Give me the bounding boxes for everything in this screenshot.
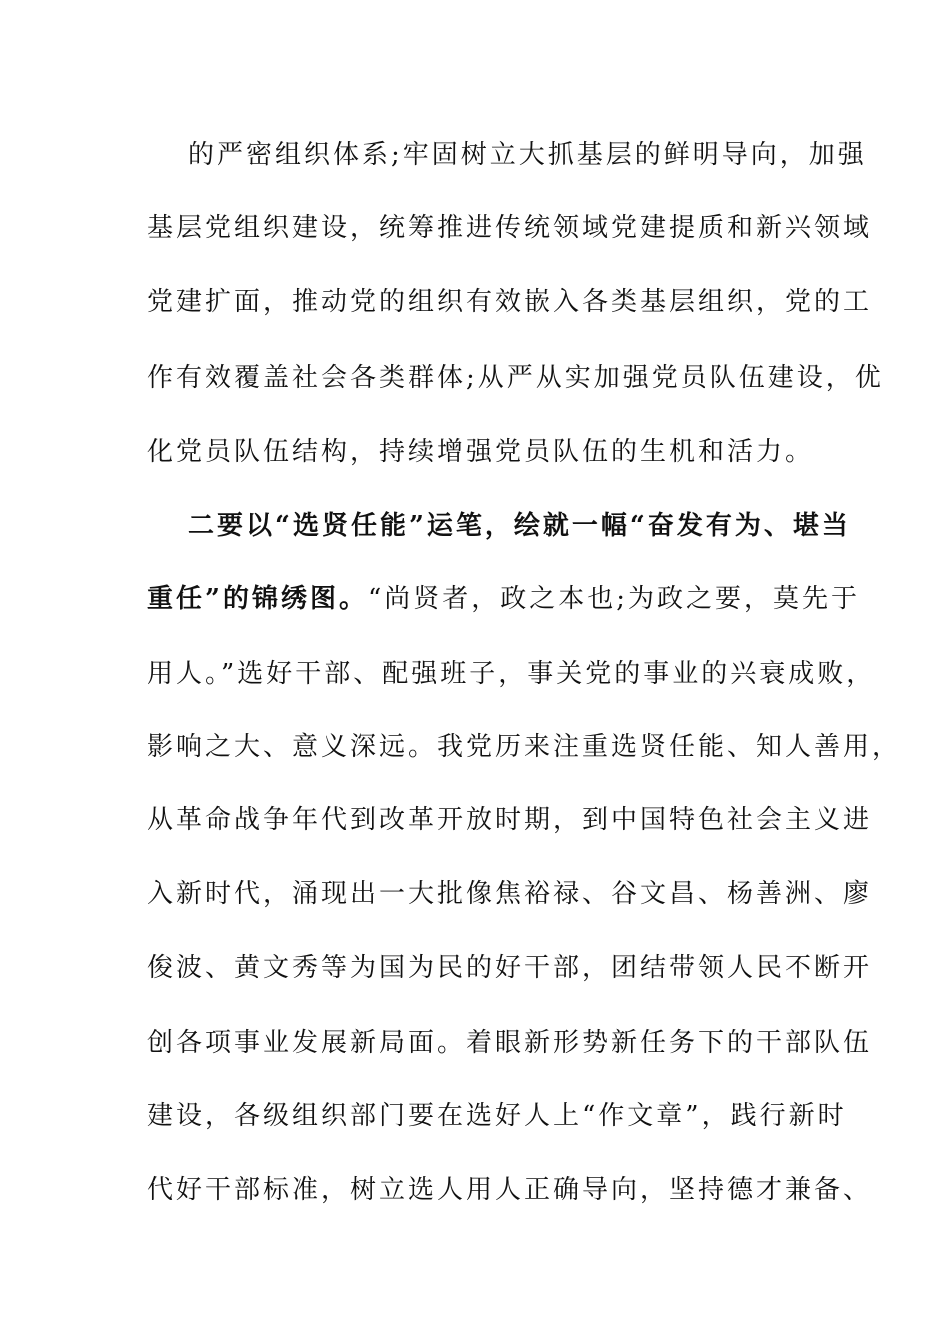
paragraph-line: 党建扩面，推动党的组织有效嵌入各类基层组织，党的工 <box>147 287 873 317</box>
paragraph-line: 俊波、黄文秀等为国为民的好干部，团结带领人民不断开 <box>147 953 873 983</box>
paragraph-line: 代好干部标准，树立选人用人正确导向，坚持德才兼备、 <box>147 1175 873 1205</box>
paragraph-line: 化党员队伍结构，持续增强党员队伍的生机和活力。 <box>147 437 815 467</box>
paragraph-line: 基层党组织建设，统筹推进传统领域党建提质和新兴领域 <box>147 213 873 243</box>
paragraph-line <box>147 577 861 621</box>
section-heading-end: 重任”的锦绣图。 <box>147 584 368 614</box>
paragraph-line: 创各项事业发展新局面。着眼新形势新任务下的干部队伍 <box>147 1028 873 1058</box>
paragraph-line: 用人。”选好干部、配强班子，事关党的事业的兴衰成败， <box>147 659 876 689</box>
section-heading: 二要以“选贤任能”运笔，绘就一幅“奋发有为、堪当 <box>188 511 851 541</box>
paragraph-line: 作有效覆盖社会各类群体;从严从实加强党员队伍建设，优 <box>147 363 884 393</box>
paragraph-line: 入新时代，涌现出一大批像焦裕禄、谷文昌、杨善洲、廖 <box>147 879 873 909</box>
quote-text: “尚贤者，政之本也;为政之要，莫先于 <box>367 584 861 614</box>
paragraph-line: 建设，各级组织部门要在选好人上“作文章”，践行新时 <box>147 1101 847 1131</box>
paragraph-line: 影响之大、意义深远。我党历来注重选贤任能、知人善用， <box>147 732 902 762</box>
paragraph-line: 从革命战争年代到改革开放时期，到中国特色社会主义进 <box>147 805 873 835</box>
paragraph-line: 的严密组织体系;牢固树立大抓基层的鲜明导向，加强 <box>188 140 867 170</box>
